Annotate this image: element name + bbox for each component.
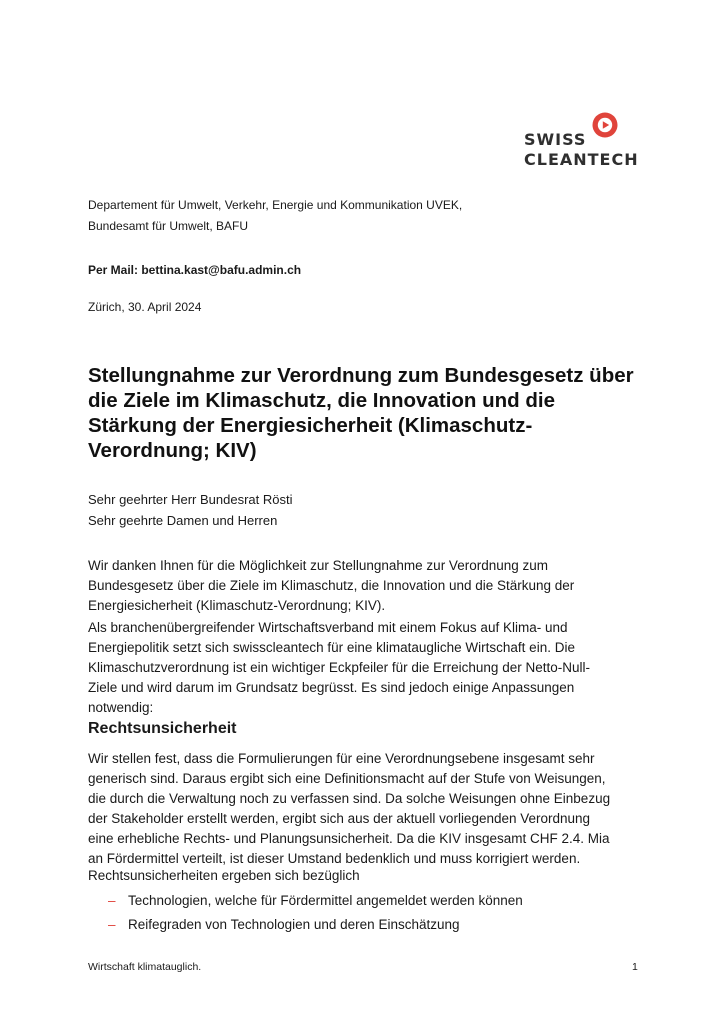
paragraph-line: die durch die Verwaltung noch zu verfassen sind. Da solche Weisungen ohne Einbezug — [88, 791, 611, 806]
dash-bullet: – — [108, 917, 116, 932]
logo-text-line1: SWISS — [524, 130, 587, 149]
paragraph-line: Wir danken Ihnen für die Möglichkeit zur Stellungnahme zur Verordnung zum — [88, 558, 548, 573]
list-item-text: Technologien, welche für Fördermittel angemeldet werden können — [128, 893, 523, 908]
paragraph-line: Energiepolitik setzt sich swisscleantech für eine klimataugliche Wirtschaft ein. Die — [88, 640, 575, 655]
salutation-line-2: Sehr geehrte Damen und Herren — [88, 513, 278, 528]
recipient-line-1: Departement für Umwelt, Verkehr, Energie und Kommunikation UVEK, — [88, 198, 463, 212]
paragraph-line: Als branchenübergreifender Wirtschaftsverband mit einem Fokus auf Klima- und — [88, 620, 568, 635]
paragraph-line: Rechtsunsicherheiten ergeben sich bezüglich — [88, 868, 360, 883]
list-item — [108, 915, 460, 935]
mail-line: Per Mail: bettina.kast@bafu.admin.ch — [88, 263, 302, 277]
paragraph-line: generisch sind. Daraus ergibt sich eine Definitionsmacht auf der Stufe von Weisungen, — [88, 771, 606, 786]
page-number: 1 — [632, 961, 638, 973]
list-item — [108, 891, 523, 911]
title-line: Stärkung der Energiesicherheit (Klimaschutz- — [88, 414, 533, 437]
title-line: Verordnung; KIV) — [88, 439, 257, 462]
paragraph-line: notwendig: — [88, 700, 154, 715]
dash-bullet: – — [108, 893, 116, 908]
recipient-line-2: Bundesamt für Umwelt, BAFU — [88, 219, 249, 233]
paragraph-line: Wir stellen fest, dass die Formulierungen für eine Verordnungsebene insgesamt sehr — [88, 751, 595, 766]
paragraph-line: Klimaschutzverordnung ist ein wichtiger Eckpfeiler für die Erreichung der Netto-Null- — [88, 660, 590, 675]
salutation-line-1: Sehr geehrter Herr Bundesrat Rösti — [88, 492, 293, 507]
title-line: die Ziele im Klimaschutz, die Innovation und die — [88, 389, 556, 412]
logo-text-line2: CLEANTECH — [524, 150, 639, 169]
date-line: Zürich, 30. April 2024 — [88, 300, 202, 314]
paragraph-line: an Fördermittel verteilt, ist dieser Umstand bedenklich und muss korrigiert werden. — [88, 851, 581, 866]
title-line: Stellungnahme zur Verordnung zum Bundesgesetz über — [88, 364, 634, 387]
paragraph-line: der Stakeholder erstellt werden, ergibt sich aus der aktuell vorliegenden Verordnung — [88, 811, 591, 826]
list-item-text: Reifegraden von Technologien und deren Einschätzung — [128, 917, 460, 932]
paragraph-line: Ziele und wird darum im Grundsatz begrüsst. Es sind jedoch einige Anpassungen — [88, 680, 575, 695]
list-lead-paragraph — [88, 866, 658, 886]
association-paragraph — [88, 618, 658, 718]
paragraph-line: Energiesicherheit (Klimaschutz-Verordnung; KIV). — [88, 598, 386, 613]
footer-tagline: Wirtschaft klimatauglich. — [88, 961, 202, 973]
paragraph-line: Bundesgesetz über die Ziele im Klimaschutz, die Innovation und die Stärkung der — [88, 578, 575, 593]
paragraph-line: eine erhebliche Rechts- und Planungsunsicherheit. Da die KIV insgesamt CHF 2.4. Mia — [88, 831, 610, 846]
document-title — [88, 363, 648, 463]
intro-paragraph — [88, 556, 658, 616]
section-heading: Rechtsunsicherheit — [88, 720, 237, 737]
play-circle-icon — [591, 111, 619, 139]
legal-uncertainty-paragraph — [88, 749, 658, 869]
swiss-cleantech-logo — [524, 111, 644, 173]
